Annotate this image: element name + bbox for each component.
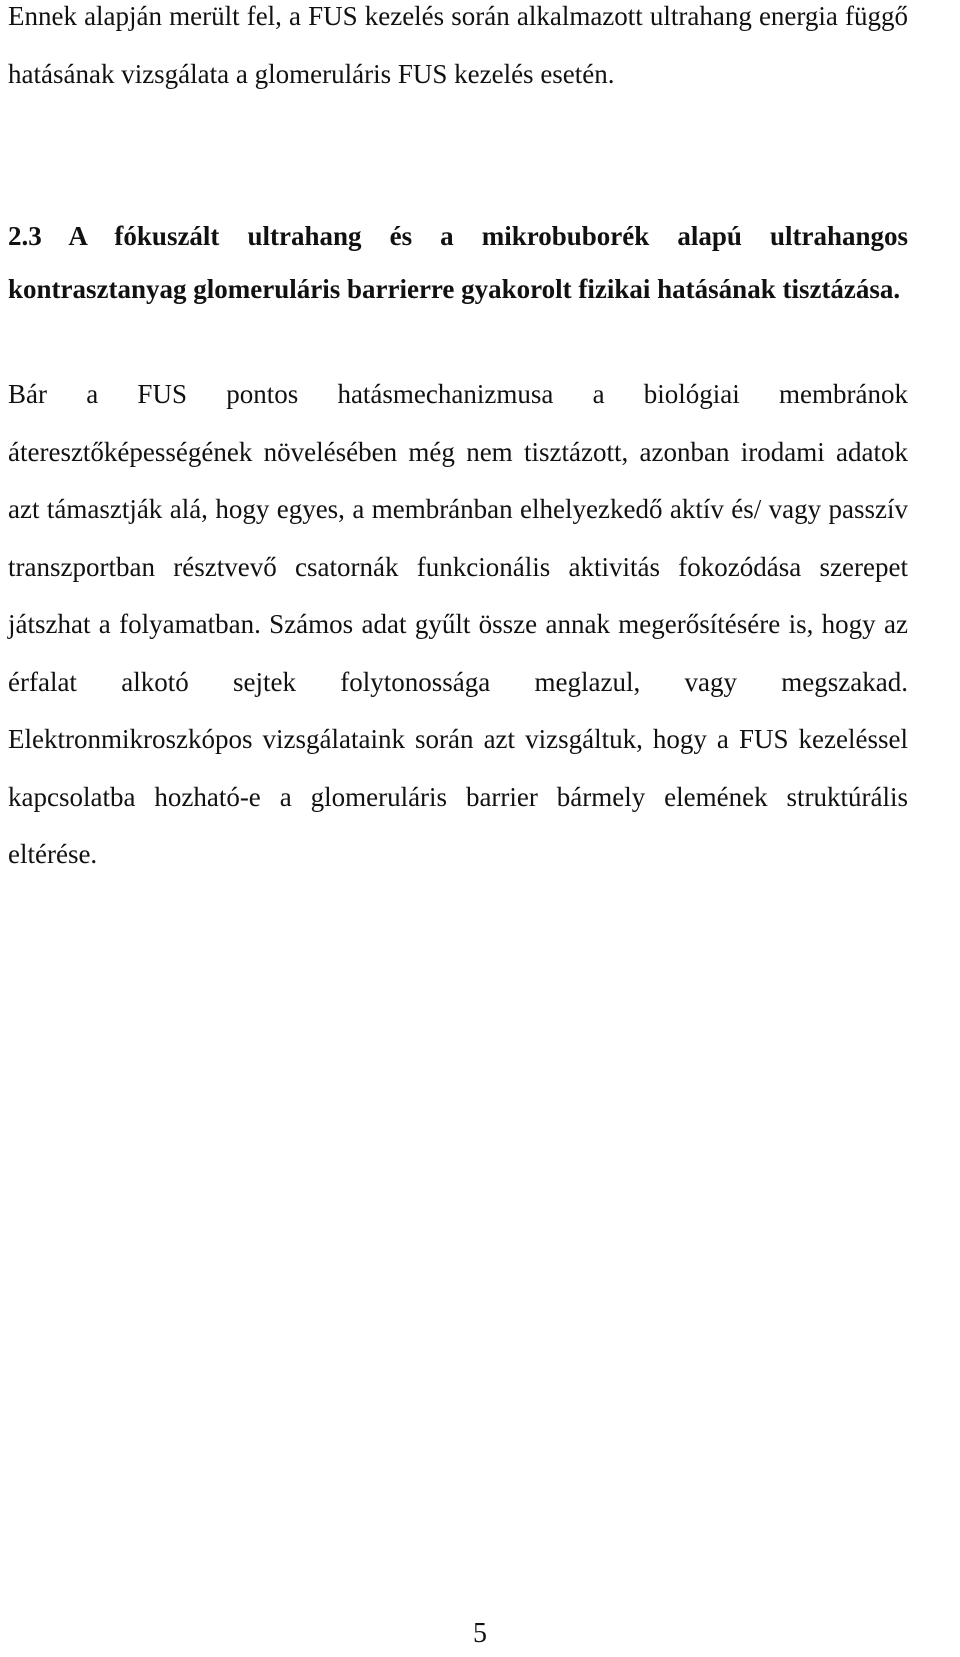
section-heading: 2.3 A fókuszált ultrahang és a mikrobuborék alapú ultrahangos kontrasztanyag glomeruláris barrierre gyakorolt fizikai hatásának tisztázása. (8, 221, 908, 304)
body-paragraph: Bár a FUS pontos hatásmechanizmusa a biológiai membránok áteresztőképességének növelésében még nem tisztázott, azonban irodami adatok azt támasztják alá, hogy egyes, a membránban elhelyezkedő aktív és/ vagy passzív transzportban résztvevő csatornák funkcionális aktivitás fokozódása szerepet játszhat a folyamatban. Számos adat gyűlt össze annak megerősítésére is, hogy az érfalat alkotó sejtek folytonossága meglazul, vagy megszakad. Elektronmikroszkópos vizsgálataink során azt vizsgáltuk, hogy a FUS kezeléssel kapcsolatba hozható-e a glomeruláris barrier bármely elemének struktúrális eltérése. (8, 379, 908, 869)
page-number: 5 (473, 1618, 487, 1649)
intro-paragraph: Ennek alapján merült fel, a FUS kezelés során alkalmazott ultrahang energia függő hatásának vizsgálata a glomeruláris FUS kezelés esetén. (8, 1, 908, 89)
